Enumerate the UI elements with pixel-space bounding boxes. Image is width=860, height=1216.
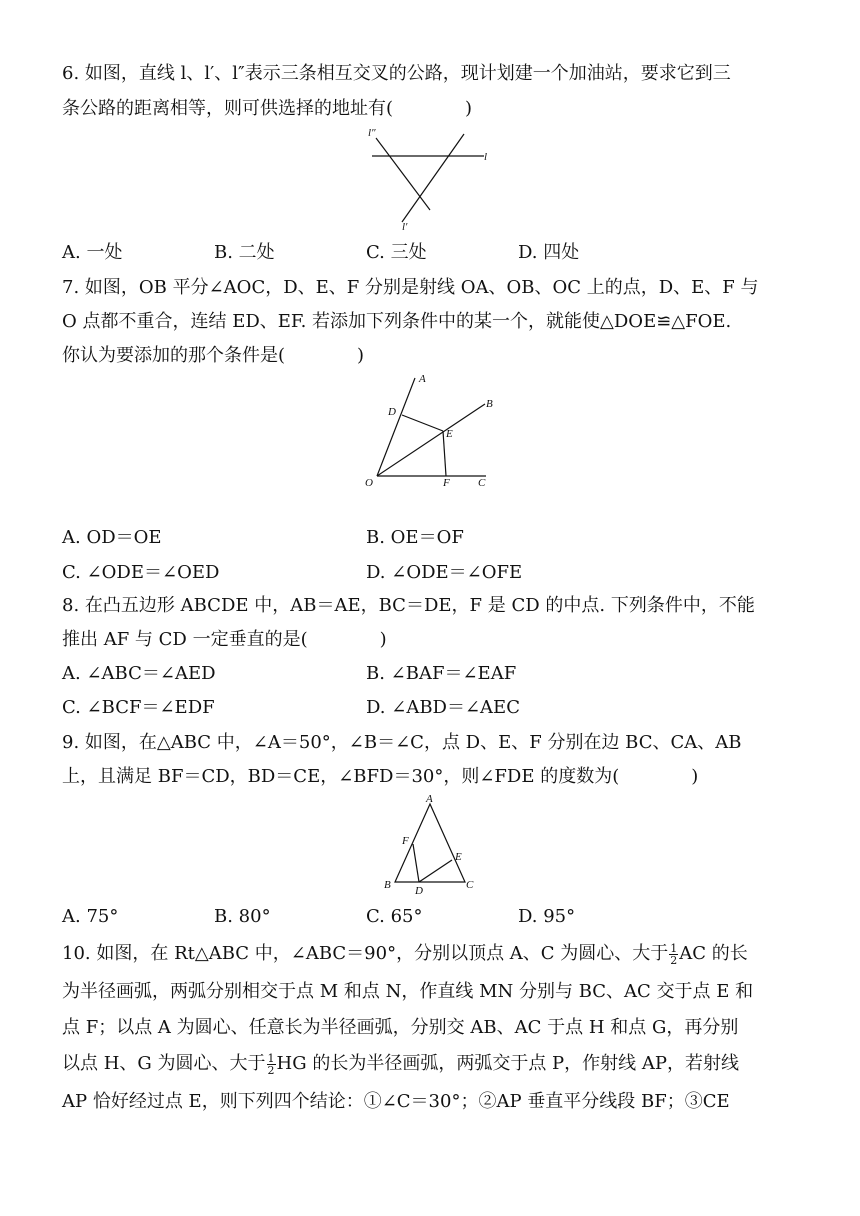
q10-text-line2: 为半径画弧，两弧分别相交于点 M 和点 N，作直线 MN 分别与 BC、AC 交于点 E 和 bbox=[62, 981, 754, 1002]
q6-text-line1: 6. 如图，直线 l、l′、l″表示三条相互交叉的公路，现计划建一个加油站，要求它到三 bbox=[62, 63, 731, 84]
q6-label-l1: l′ bbox=[402, 221, 408, 232]
q7-label-a: A bbox=[419, 373, 426, 385]
q7-choice-c: C. ∠ODE＝∠OED bbox=[62, 562, 220, 583]
q9-figure bbox=[380, 792, 480, 898]
q7-label-c: C bbox=[478, 477, 486, 489]
q6-label-l: l bbox=[484, 151, 488, 163]
q6-text-line2: 条公路的距离相等，则可供选择的地址有( ) bbox=[62, 98, 473, 119]
q8-text-line2: 推出 AF 与 CD 一定垂直的是( ) bbox=[62, 629, 387, 650]
q10-line1-end: AC 的长 bbox=[679, 943, 748, 964]
q9-label-b: B bbox=[384, 879, 391, 891]
half-fraction bbox=[669, 943, 678, 966]
q10-line4-end: HG 的长为半径画弧，两弧交于点 P，作射线 AP，若射线 bbox=[276, 1053, 739, 1074]
q7-figure bbox=[360, 370, 505, 492]
q7-choice-d: D. ∠ODE＝∠OFE bbox=[366, 562, 523, 583]
q10-text-line4 bbox=[62, 1052, 739, 1076]
q8-choice-b: B. ∠BAF＝∠EAF bbox=[366, 663, 517, 684]
q9-choice-b: B. 80° bbox=[214, 906, 271, 927]
q9-label-c: C bbox=[466, 879, 474, 891]
q10-text-line5: AP 恰好经过点 E，则下列四个结论：①∠C＝30°；②AP 垂直平分线段 BF；③CE bbox=[62, 1091, 730, 1112]
q9-choice-d: D. 95° bbox=[518, 906, 576, 927]
q6-choice-c: C. 三处 bbox=[366, 242, 427, 263]
q9-text-line1: 9. 如图，在△ABC 中，∠A＝50°，∠B＝∠C，点 D、E、F 分别在边 BC、CA、AB bbox=[62, 732, 742, 753]
q6-choice-d: D. 四处 bbox=[518, 242, 580, 263]
q8-text-line1: 8. 在凸五边形 ABCDE 中，AB＝AE，BC＝DE，F 是 CD 的中点. 下列条件中，不能 bbox=[62, 595, 755, 616]
q7-label-b: B bbox=[486, 398, 493, 410]
q6-choice-b: B. 二处 bbox=[214, 242, 275, 263]
q7-text-line3: 你认为要添加的那个条件是( ) bbox=[62, 345, 365, 366]
q8-choice-a: A. ∠ABC＝∠AED bbox=[62, 663, 216, 684]
q9-choice-a: A. 75° bbox=[62, 906, 119, 927]
q10-line4-start: 以点 H、G 为圆心、大于 bbox=[62, 1053, 266, 1074]
q9-label-e: E bbox=[455, 851, 462, 863]
q10-text-line3: 点 F；以点 A 为圆心、任意长为半径画弧，分别交 AB、AC 于点 H 和点 G，再分别 bbox=[62, 1017, 739, 1038]
q9-label-a: A bbox=[426, 793, 433, 805]
q8-choice-c: C. ∠BCF＝∠EDF bbox=[62, 697, 215, 718]
q7-label-f: F bbox=[443, 477, 450, 489]
q9-label-d: D bbox=[415, 885, 423, 897]
q7-text-line1: 7. 如图，OB 平分∠AOC，D、E、F 分别是射线 OA、OB、OC 上的点，D、E、F 与 bbox=[62, 277, 759, 298]
q9-choice-c: C. 65° bbox=[366, 906, 423, 927]
fraction-denominator: 2 bbox=[670, 953, 678, 967]
q10-text-line1 bbox=[62, 942, 748, 966]
q7-text-line2: O 点都不重合，连结 ED、EF. 若添加下列条件中的某一个，就能使△DOE≌△FOE. bbox=[62, 311, 732, 332]
q7-choice-b: B. OE＝OF bbox=[366, 527, 464, 548]
q7-label-o: O bbox=[365, 477, 373, 489]
q6-figure bbox=[362, 124, 494, 232]
q7-label-d: D bbox=[388, 406, 396, 418]
q9-text-line2: 上，且满足 BF＝CD，BD＝CE，∠BFD＝30°，则∠FDE 的度数为( ) bbox=[62, 766, 699, 787]
q7-label-e: E bbox=[446, 428, 453, 440]
half-fraction bbox=[267, 1053, 276, 1076]
fraction-numerator: 1 bbox=[267, 1051, 275, 1065]
q7-choice-a: A. OD＝OE bbox=[62, 527, 162, 548]
q9-label-f: F bbox=[402, 835, 409, 847]
q6-label-l2: l″ bbox=[368, 127, 376, 139]
fraction-numerator: 1 bbox=[670, 941, 678, 955]
q10-line1-start: 10. 如图，在 Rt△ABC 中，∠ABC＝90°，分别以顶点 A、C 为圆心、大于 bbox=[62, 943, 669, 964]
q6-choice-a: A. 一处 bbox=[62, 242, 123, 263]
q8-choice-d: D. ∠ABD＝∠AEC bbox=[366, 697, 520, 718]
fraction-denominator: 2 bbox=[267, 1063, 275, 1077]
